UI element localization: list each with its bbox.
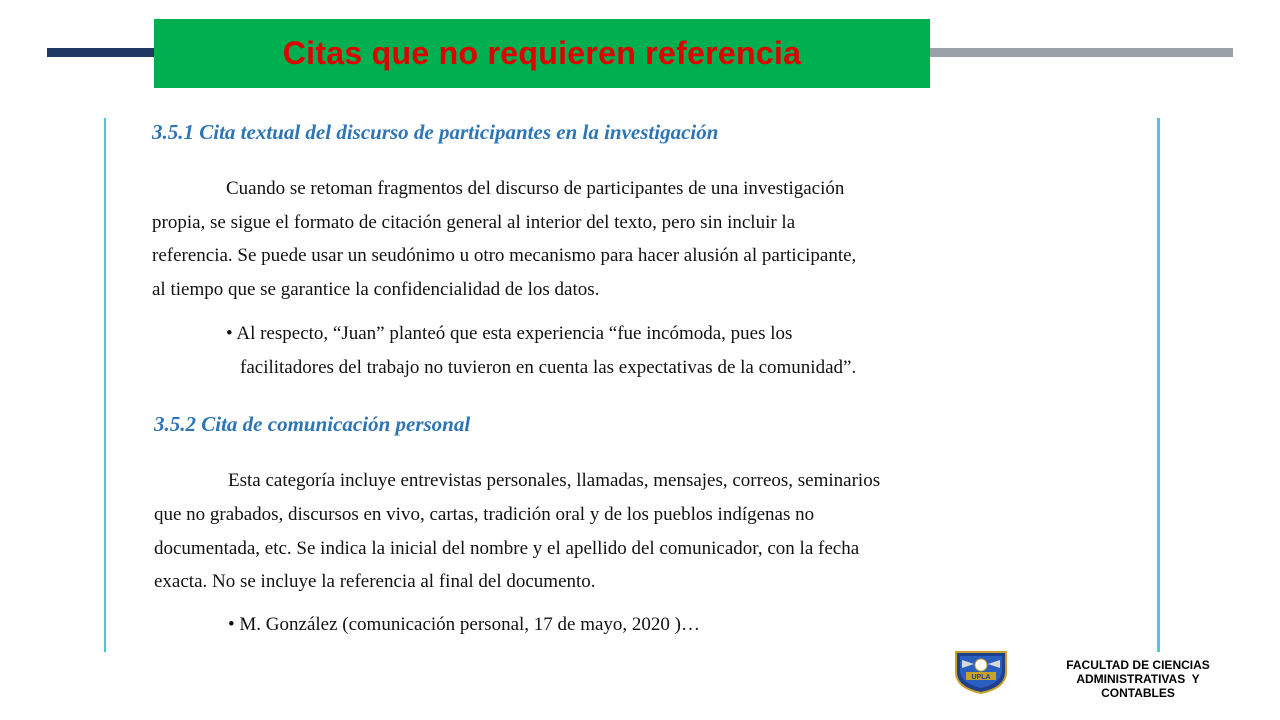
document-excerpt xyxy=(104,118,1160,652)
paragraph-line: al tiempo que se garantice la confidencialidad de los datos. xyxy=(152,279,600,300)
faculty-line: CONTABLES xyxy=(1101,686,1175,700)
faculty-line: ADMINISTRATIVAS Y xyxy=(1076,672,1200,686)
paragraph-line: propia, se sigue el formato de citación general al interior del texto, pero sin incluir la xyxy=(152,212,796,233)
logo-text: UPLA xyxy=(971,674,991,681)
slide-title: Citas que no requieren referencia xyxy=(282,35,802,71)
paragraph-line: documentada, etc. Se indica la inicial del nombre y el apellido del comunicador, con la fecha xyxy=(154,538,860,559)
paragraph-line: Cuando se retoman fragmentos del discurso de participantes de una investigación xyxy=(226,178,845,199)
upla-shield-logo xyxy=(954,650,1008,694)
faculty-name xyxy=(1048,658,1228,700)
paragraph-line: que no grabados, discursos en vivo, cartas, tradición oral y de los pueblos indígenas no xyxy=(154,504,815,525)
bullet-line: • Al respecto, “Juan” planteó que esta experiencia “fue incómoda, pues los xyxy=(226,323,793,344)
bullet-line: • M. González (comunicación personal, 17 de mayo, 2020 )… xyxy=(228,614,701,635)
right-accent-bar xyxy=(928,48,1233,57)
paragraph-line: Esta categoría incluye entrevistas personales, llamadas, mensajes, correos, seminarios xyxy=(228,470,881,491)
title-banner xyxy=(154,19,930,88)
section-heading-2: 3.5.2 Cita de comunicación personal xyxy=(154,412,471,436)
paragraph-line: exacta. No se incluye la referencia al final del documento. xyxy=(154,571,596,592)
bullet-line: facilitadores del trabajo no tuvieron en cuenta las expectativas de la comunidad”. xyxy=(240,357,857,378)
faculty-line: FACULTAD DE CIENCIAS xyxy=(1066,658,1210,672)
left-accent-bar xyxy=(47,48,157,57)
paragraph-line: referencia. Se puede usar un seudónimo u otro mecanismo para hacer alusión al participante, xyxy=(152,245,857,266)
section-heading-1: 3.5.1 Cita textual del discurso de participantes en la investigación xyxy=(152,120,719,144)
